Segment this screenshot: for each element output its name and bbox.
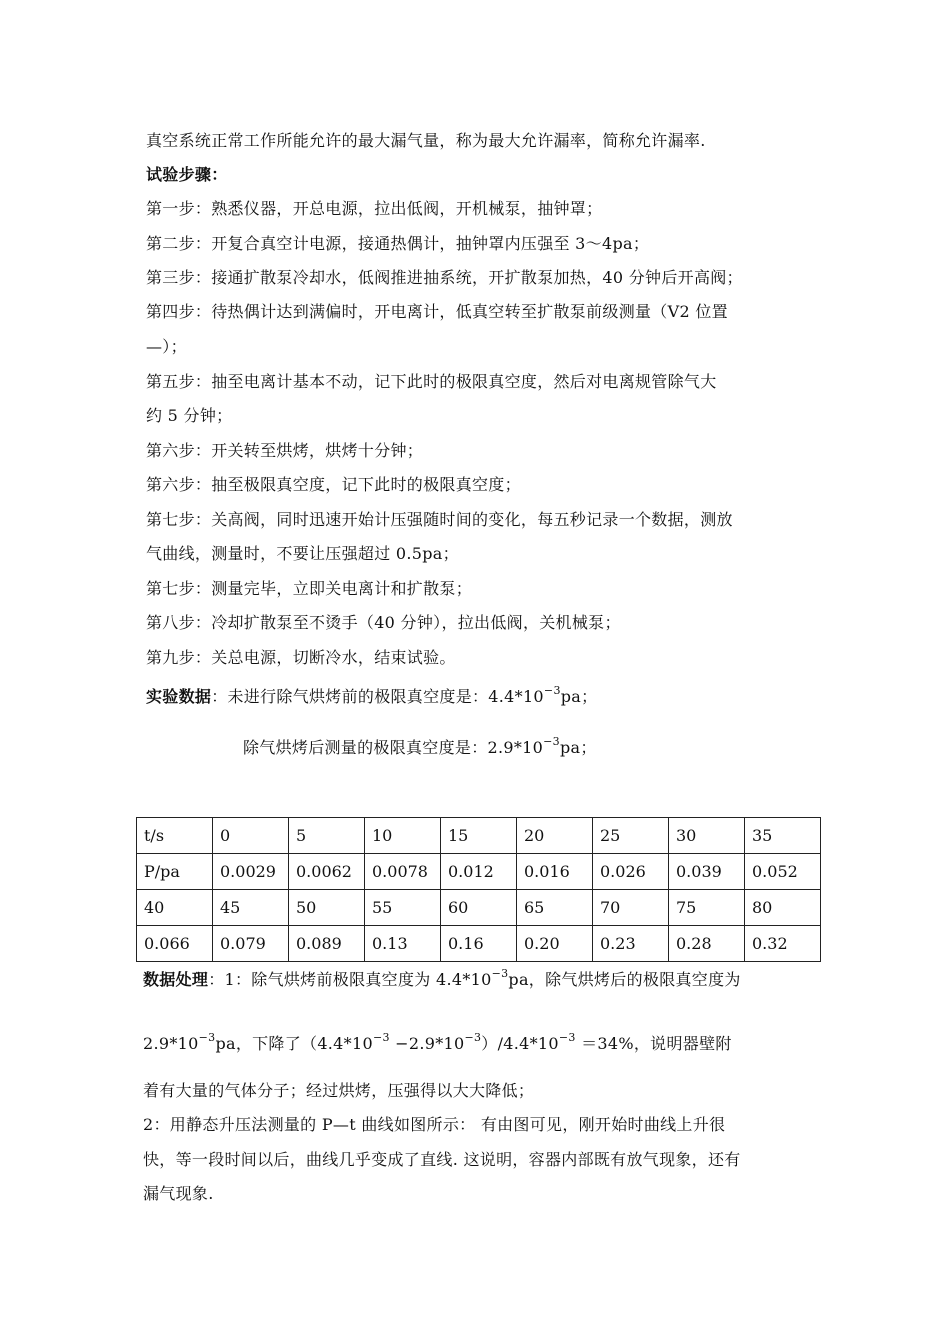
table-cell: 60 xyxy=(441,890,517,926)
table-cell: 0.23 xyxy=(593,926,669,962)
exponent: −3 xyxy=(372,1031,390,1044)
unit: pa； xyxy=(559,738,597,757)
processing-text: ：1：除气烘烤前极限真空度为 4.4*10 xyxy=(208,970,492,989)
table-cell: t/s xyxy=(137,818,213,854)
table-cell: 15 xyxy=(441,818,517,854)
table-cell: 0.079 xyxy=(213,926,289,962)
exponent: −3 xyxy=(198,1031,216,1044)
step-line: 第二步：开复合真空计电源，接通热偶计，抽钟罩内压强至 3～4pa； xyxy=(146,234,650,253)
processing-text: ）/4.4*10 xyxy=(481,1034,559,1053)
table-cell: 0.20 xyxy=(517,926,593,962)
table-cell: 0.016 xyxy=(517,854,593,890)
table-cell: 0.052 xyxy=(745,854,821,890)
table-cell: 0.28 xyxy=(669,926,745,962)
processing-text: pa，除气烘烤后的极限真空度为 xyxy=(508,970,741,989)
table-cell: 5 xyxy=(289,818,365,854)
processing-text: −2.9*10 xyxy=(389,1034,465,1053)
step-line: 第六步：开关转至烘烤，烘烤十分钟； xyxy=(146,441,424,460)
table-row xyxy=(137,890,821,926)
table-cell: P/pa xyxy=(137,854,213,890)
processing-line-4: 2：用静态升压法测量的 P—t 曲线如图所示： 有由图可见，刚开始时曲线上升很 xyxy=(143,1115,726,1134)
table-cell: 30 xyxy=(669,818,745,854)
data-heading: 实验数据 xyxy=(146,687,212,706)
step-line: 气曲线，测量时，不要让压强超过 0.5pa； xyxy=(146,544,459,563)
table-cell: 0.012 xyxy=(441,854,517,890)
table-cell: 70 xyxy=(593,890,669,926)
processing-line-6: 漏气现象. xyxy=(143,1184,214,1203)
pressure-time-table xyxy=(136,817,821,962)
data-line-1-text: ：未进行除气烘烤前的极限真空度是：4.4*10 xyxy=(211,687,544,706)
exponent: −3 xyxy=(543,684,561,697)
table-cell: 40 xyxy=(137,890,213,926)
table-row xyxy=(137,818,821,854)
table-cell: 0.0029 xyxy=(213,854,289,890)
steps-heading: 试验步骤： xyxy=(146,165,228,184)
table-cell: 25 xyxy=(593,818,669,854)
processing-line-2 xyxy=(143,1031,807,1054)
step-line: 第六步：抽至极限真空度，记下此时的极限真空度； xyxy=(146,475,521,494)
processing-text: ＝34%，说明器壁附 xyxy=(575,1034,732,1053)
table-cell: 35 xyxy=(745,818,821,854)
table-row xyxy=(137,926,821,962)
table-cell: 0.039 xyxy=(669,854,745,890)
step-line: 第五步：抽至电离计基本不动，记下此时的极限真空度，然后对电离规管除气大 xyxy=(146,372,717,391)
table-cell: 45 xyxy=(213,890,289,926)
data-line-1 xyxy=(146,684,810,707)
table-cell: 0 xyxy=(213,818,289,854)
table-cell: 65 xyxy=(517,890,593,926)
table-cell: 0.066 xyxy=(137,926,213,962)
table-cell: 80 xyxy=(745,890,821,926)
processing-text: 2.9*10 xyxy=(143,1034,199,1053)
step-line: 第七步：关高阀，同时迅速开始计压强随时间的变化，每五秒记录一个数据，测放 xyxy=(146,510,733,529)
exponent: −3 xyxy=(464,1031,482,1044)
table-cell: 0.026 xyxy=(593,854,669,890)
table-cell: 0.32 xyxy=(745,926,821,962)
exponent: −3 xyxy=(491,967,509,980)
exponent: −3 xyxy=(543,735,560,748)
step-line: 第一步：熟悉仪器，开总电源，拉出低阀，开机械泵，抽钟罩； xyxy=(146,199,603,218)
table-row xyxy=(137,854,821,890)
exponent: −3 xyxy=(558,1031,576,1044)
step-line: 约 5 分钟； xyxy=(146,406,233,425)
table-cell: 0.16 xyxy=(441,926,517,962)
table-cell: 0.0078 xyxy=(365,854,441,890)
processing-heading: 数据处理 xyxy=(143,970,209,989)
table-cell: 0.089 xyxy=(289,926,365,962)
processing-line-5: 快，等一段时间以后，曲线几乎变成了直线. 这说明，容器内部既有放气现象，还有 xyxy=(143,1150,741,1169)
processing-line-3: 着有大量的气体分子；经过烘烤，压强得以大大降低； xyxy=(143,1081,535,1100)
table-cell: 50 xyxy=(289,890,365,926)
table-cell: 0.0062 xyxy=(289,854,365,890)
table-cell: 0.13 xyxy=(365,926,441,962)
table-cell: 10 xyxy=(365,818,441,854)
processing-text: pa，下降了（4.4*10 xyxy=(215,1034,373,1053)
data-line-2 xyxy=(243,735,907,758)
step-line: —）； xyxy=(146,337,187,356)
step-line: 第三步：接通扩散泵冷却水，低阀推进抽系统，开扩散泵加热，40 分钟后开高阀； xyxy=(146,268,743,287)
unit: pa； xyxy=(560,687,598,706)
step-line: 第七步：测量完毕，立即关电离计和扩散泵； xyxy=(146,579,473,598)
step-line: 第四步：待热偶计达到满偏时，开电离计，低真空转至扩散泵前级测量（V2 位置 xyxy=(146,302,728,321)
step-line: 第九步：关总电源，切断冷水，结束试验。 xyxy=(146,648,456,667)
table-cell: 55 xyxy=(365,890,441,926)
table-cell: 20 xyxy=(517,818,593,854)
data-line-2-text: 除气烘烤后测量的极限真空度是：2.9*10 xyxy=(243,738,544,757)
table-cell: 75 xyxy=(669,890,745,926)
processing-line-1 xyxy=(143,967,807,990)
step-line: 第八步：冷却扩散泵至不烫手（40 分钟），拉出低阀，关机械泵； xyxy=(146,613,621,632)
intro-line: 真空系统正常工作所能允许的最大漏气量，称为最大允许漏率，简称允许漏率. xyxy=(146,131,706,150)
